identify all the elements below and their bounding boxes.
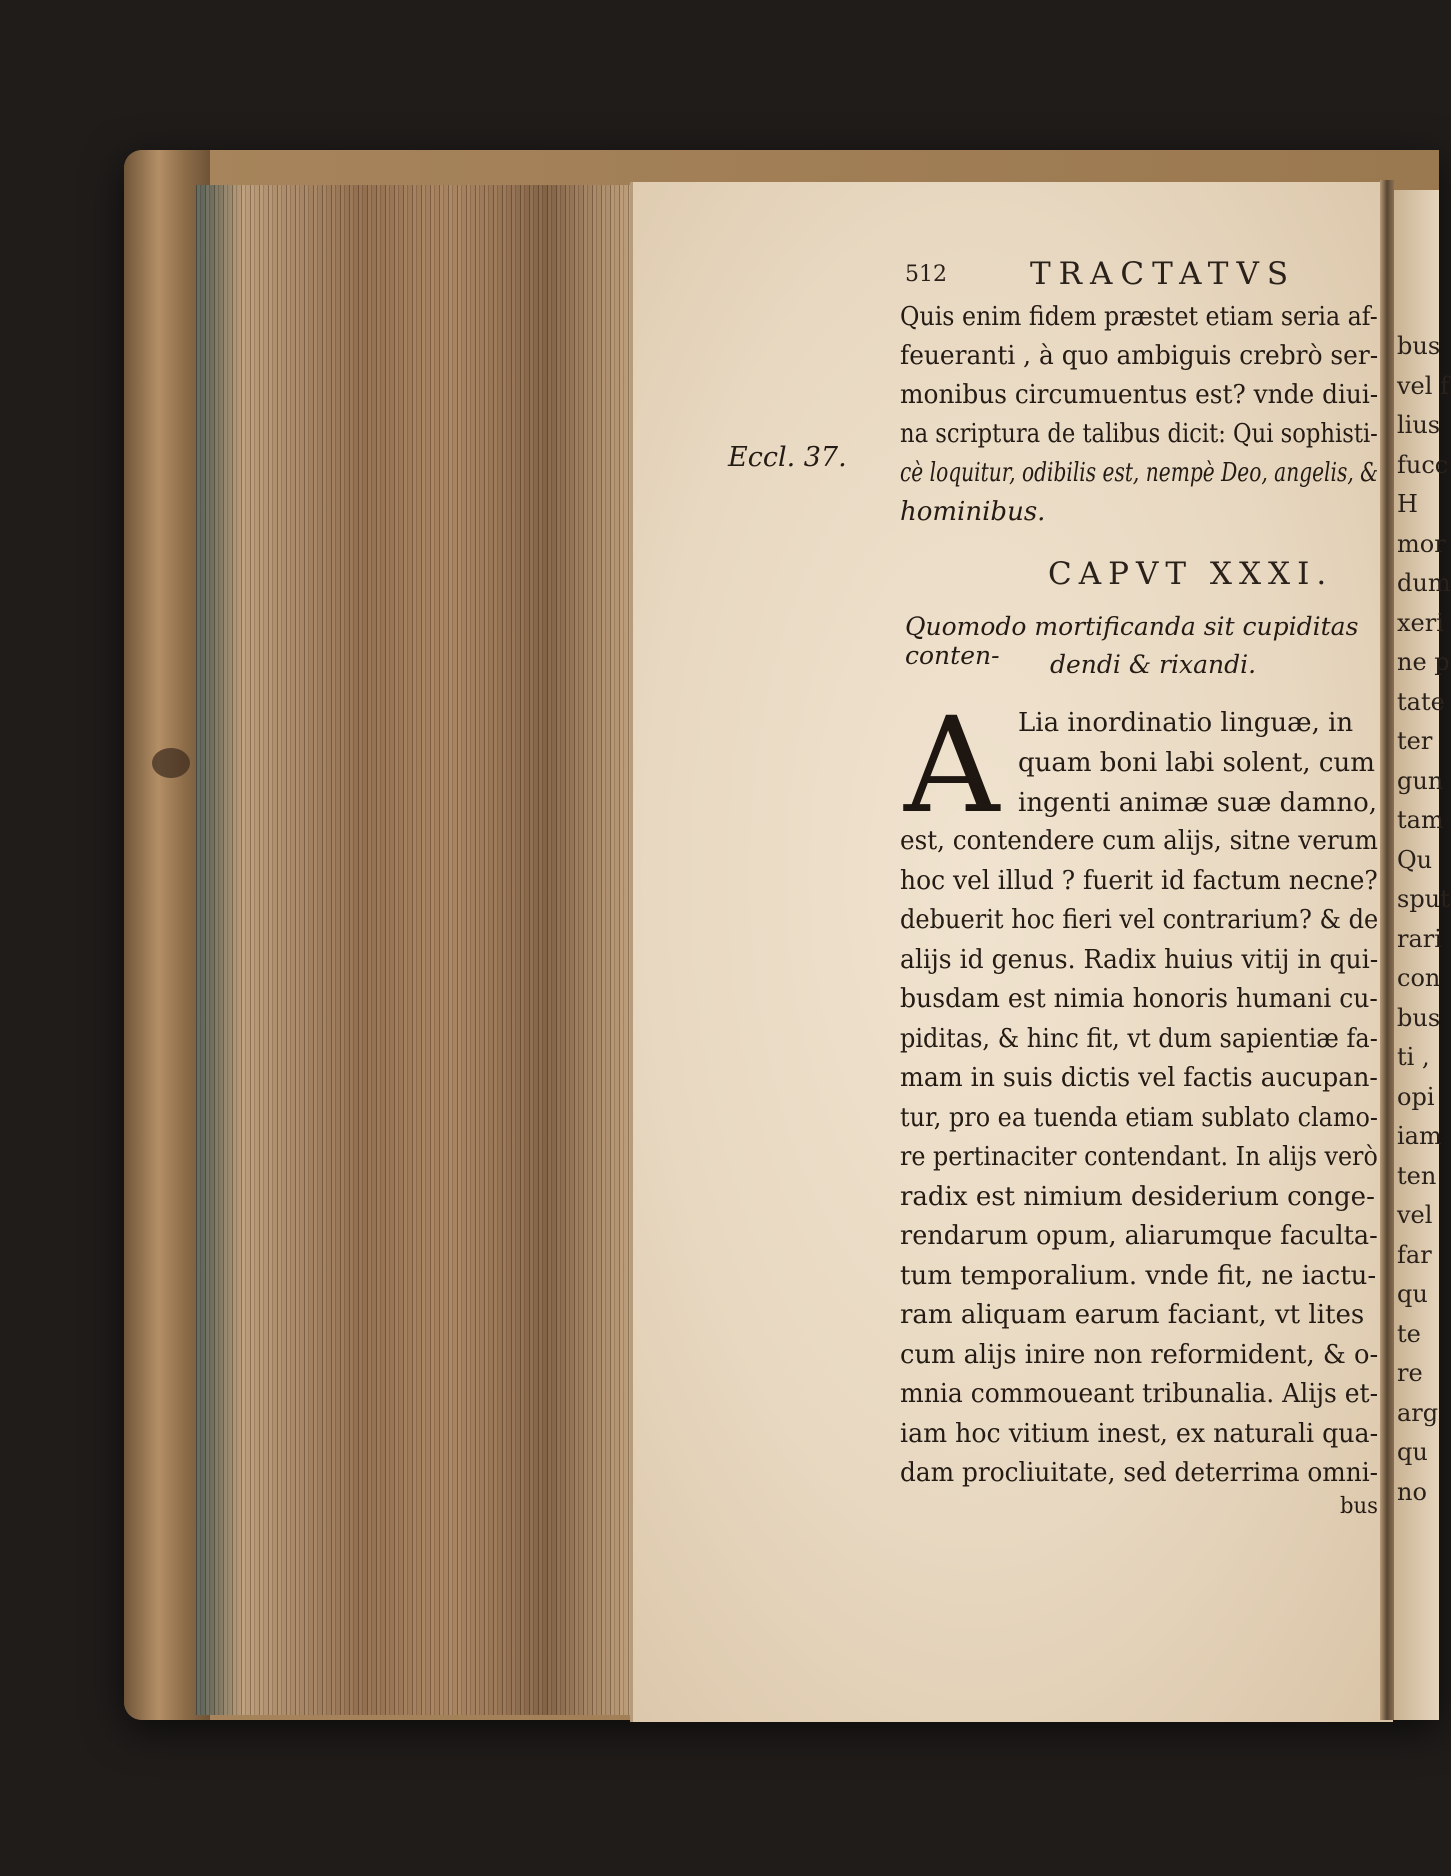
top-lines-line: cè loquitur, odibilis est, nempè Deo, angelis, & xyxy=(900,458,1379,488)
adjacent-page-fragment: Qu xyxy=(1397,845,1433,874)
adjacent-page-fragment: xeri xyxy=(1397,608,1444,637)
adjacent-page-fragment: qu xyxy=(1397,1438,1428,1466)
adjacent-page-fragment: bus xyxy=(1397,332,1441,360)
adjacent-page-fragment: ne p xyxy=(1397,648,1450,676)
margin-note: Eccl. 37. xyxy=(728,442,847,473)
adjacent-page-fragment: ter xyxy=(1397,727,1433,755)
body-lines-line: busdam est nimia honoris humani cu- xyxy=(900,984,1378,1014)
adjacent-page-fragment: tam xyxy=(1397,806,1444,834)
book-gutter xyxy=(1380,180,1394,1720)
body-lines-line: ram aliquam earum faciant, vt lites xyxy=(900,1300,1365,1330)
chapter-title: CAPVT XXXI. xyxy=(1048,556,1334,592)
adjacent-page-fragment: arg xyxy=(1397,1398,1439,1427)
top-lines-line: hominibus. xyxy=(900,497,1046,527)
cover-stain xyxy=(152,748,190,778)
body-lines-line: mnia commoueant tribunalia. Alijs et- xyxy=(900,1379,1379,1409)
adjacent-page-fragment: mor xyxy=(1397,529,1446,558)
adjacent-page-fragment: rari xyxy=(1397,924,1442,953)
page-block-edges xyxy=(196,185,664,1715)
body-lines-line: debuerit hoc fieri vel contrarium? & de xyxy=(900,905,1379,935)
adjacent-page-fragment: ti , xyxy=(1397,1043,1430,1071)
body-lines-line: radix est nimium desiderium conge- xyxy=(900,1181,1375,1212)
chapter-subtitle-line-2: dendi & rixandi. xyxy=(1050,650,1257,679)
body-lines-line: iam hoc vitium inest, ex naturali qua- xyxy=(900,1418,1379,1449)
first-lines-line: ingenti animæ suæ damno, xyxy=(1018,788,1378,818)
first-lines-line: Lia inordinatio linguæ, in xyxy=(1018,708,1354,738)
drop-cap: A xyxy=(904,689,1000,843)
body-lines-line: re pertinaciter contendant. In alijs verò xyxy=(900,1142,1378,1172)
body-lines-line: tum temporalium. vnde fit, ne iactu- xyxy=(900,1260,1377,1291)
adjacent-page-fragment: lius xyxy=(1397,411,1441,439)
adjacent-page-fragment: te xyxy=(1397,1319,1421,1348)
running-title: TRACTATVS xyxy=(1030,256,1297,292)
body-lines-line: est, contendere cum alijs, sitne verum xyxy=(900,826,1378,856)
adjacent-page-fragment: fucc xyxy=(1397,450,1449,479)
adjacent-page-fragment: sput xyxy=(1397,885,1450,913)
body-lines-line: alijs id genus. Radix huius vitij in qui- xyxy=(900,944,1379,975)
body-lines-line: dam procliuitate, sed deterrima omni- xyxy=(900,1458,1379,1488)
adjacent-page-fragment: ten xyxy=(1397,1161,1437,1190)
adjacent-page-fragment: gun xyxy=(1397,766,1444,795)
adjacent-page-fragment: iam xyxy=(1397,1122,1442,1150)
page-number: 512 xyxy=(905,262,947,287)
adjacent-page-fragment: opi xyxy=(1397,1082,1435,1111)
adjacent-page-fragment: qu xyxy=(1397,1280,1428,1308)
body-lines-line: rendarum opum, aliarumque faculta- xyxy=(900,1221,1378,1251)
body-lines-line: tur, pro ea tuenda etiam sublato clamo- xyxy=(900,1102,1379,1133)
body-lines-line: hoc vel illud ? fuerit id factum necne? xyxy=(900,865,1378,896)
body-lines-line: piditas, & hinc fit, vt dum sapientiæ fa- xyxy=(900,1023,1378,1054)
top-lines-line: Quis enim fidem præstet etiam seria af- xyxy=(900,302,1378,332)
adjacent-page-fragment: re xyxy=(1397,1359,1423,1387)
catchword: bus xyxy=(1340,1494,1379,1519)
top-lines-line: monibus circumuentus est? vnde diui- xyxy=(900,380,1379,410)
adjacent-page-fragment: vel xyxy=(1397,1201,1433,1229)
body-lines-line: mam in suis dictis vel factis aucupan- xyxy=(900,1063,1378,1093)
adjacent-page-fragment: tate xyxy=(1397,687,1445,716)
adjacent-page-fragment: dum xyxy=(1397,569,1451,597)
adjacent-page-fragment: vel f xyxy=(1397,371,1449,400)
adjacent-page-fragment: H xyxy=(1397,490,1418,518)
adjacent-page-fragment: no xyxy=(1397,1477,1427,1506)
top-lines-line: feueranti , à quo ambiguis crebrò ser- xyxy=(900,341,1379,371)
chapter-subtitle-line-1: Quomodo mortificanda sit cupiditas conten- xyxy=(905,612,1359,670)
adjacent-page-fragment: bus xyxy=(1397,1003,1441,1032)
adjacent-page-fragment: con xyxy=(1397,964,1441,992)
body-lines-line: cum alijs inire non reformident, & o- xyxy=(900,1339,1379,1370)
first-lines-line: quam boni labi solent, cum xyxy=(1018,748,1375,778)
adjacent-page-fragment: far xyxy=(1397,1240,1432,1269)
top-lines-line: na scriptura de talibus dicit: Qui sophisti- xyxy=(900,419,1378,449)
